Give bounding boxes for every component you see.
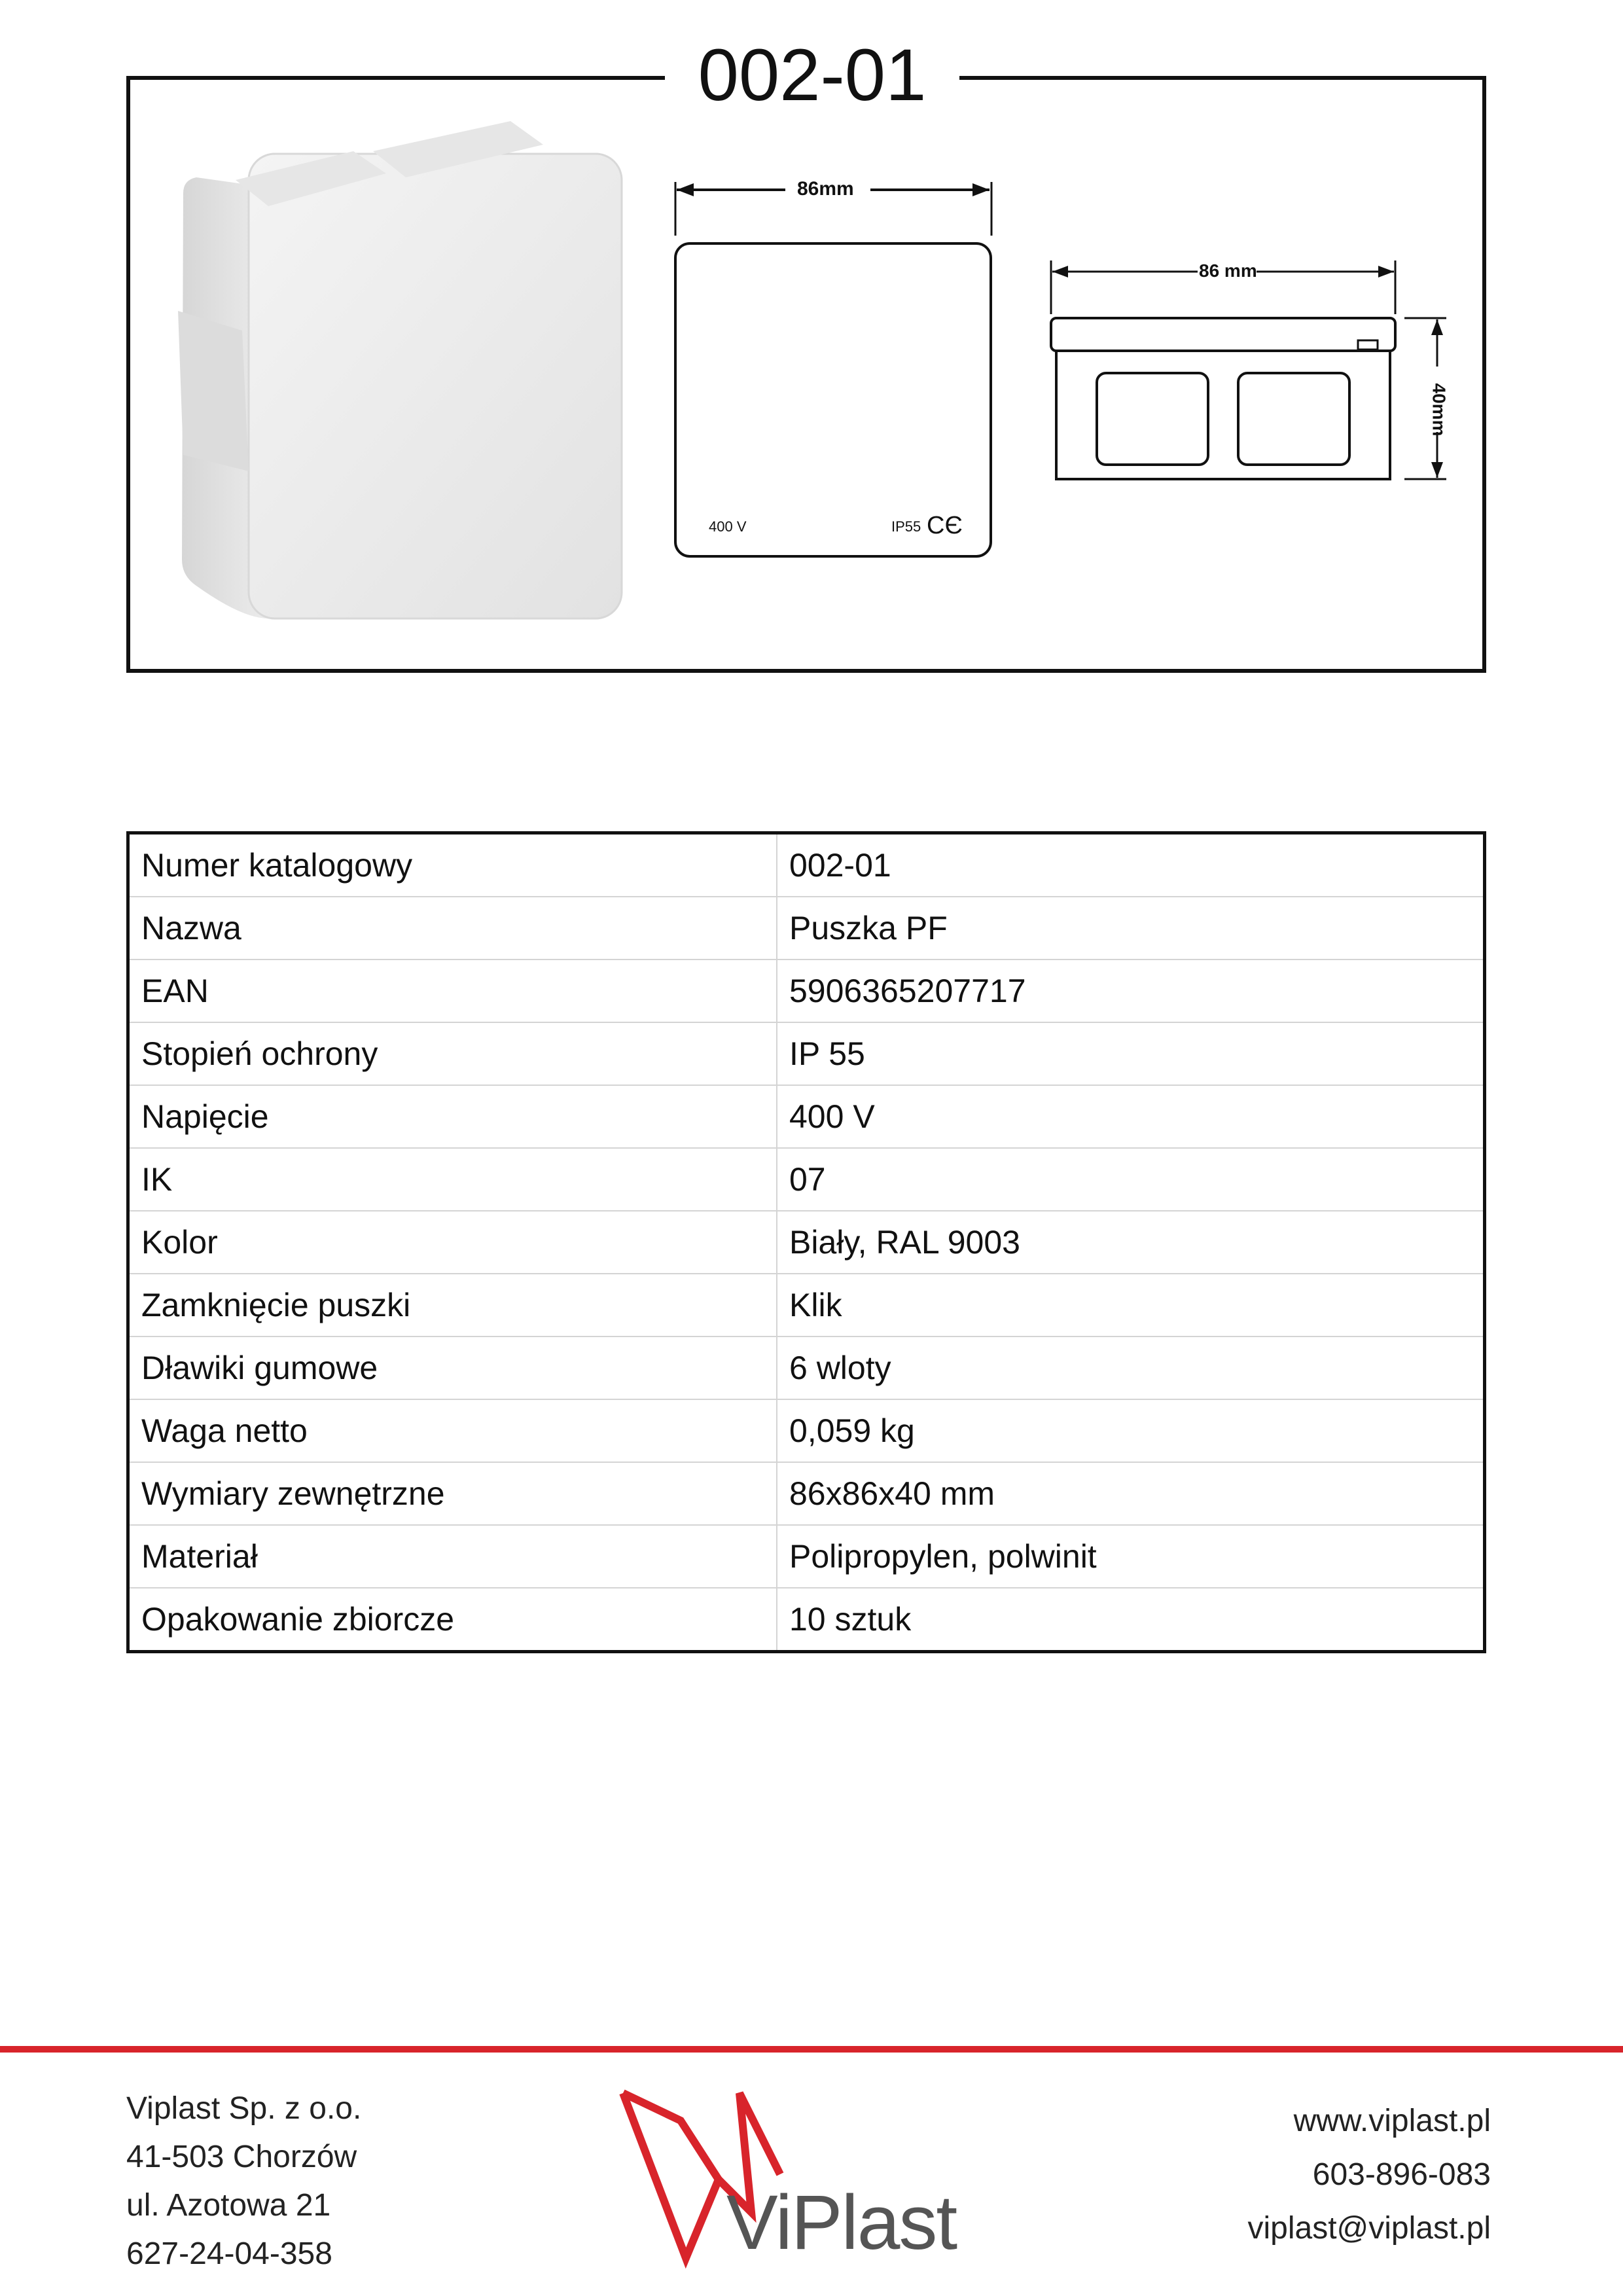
company-address	[126, 2085, 361, 2278]
spec-value: 400 V	[777, 1085, 1485, 1148]
spec-value: Polipropylen, polwinit	[777, 1525, 1485, 1588]
logo-text: ViPlast	[726, 2179, 957, 2266]
email-link[interactable]: viplast@viplast.pl	[1247, 2211, 1491, 2246]
spec-value: IP 55	[777, 1022, 1485, 1085]
spec-label: Numer katalogowy	[128, 833, 777, 897]
spec-value: 86x86x40 mm	[777, 1462, 1485, 1525]
side-view-drawing	[1041, 255, 1459, 491]
top-voltage-label: 400 V	[709, 518, 747, 535]
table-row	[128, 1022, 1485, 1085]
table-row	[128, 1211, 1485, 1274]
spec-label: EAN	[128, 960, 777, 1022]
table-row	[128, 1085, 1485, 1148]
spec-label: Nazwa	[128, 897, 777, 960]
table-row	[128, 1525, 1485, 1588]
table-row	[128, 833, 1485, 897]
spec-label: Stopień ochrony	[128, 1022, 777, 1085]
footer-divider	[0, 2046, 1623, 2053]
ce-mark-icon: CЄ	[927, 512, 963, 539]
company-city: 41-503 Chorzów	[126, 2140, 357, 2174]
spec-value: Biały, RAL 9003	[777, 1211, 1485, 1274]
spec-value: 5906365207717	[777, 960, 1485, 1022]
spec-label: Dławiki gumowe	[128, 1336, 777, 1399]
table-row	[128, 1462, 1485, 1525]
spec-label: Kolor	[128, 1211, 777, 1274]
spec-value: 10 sztuk	[789, 1601, 912, 1638]
table-row	[128, 1336, 1485, 1399]
top-view-drawing	[668, 170, 1008, 563]
spec-table	[126, 831, 1486, 1653]
spec-label: Napięcie	[128, 1085, 777, 1148]
spec-label: Waga netto	[128, 1399, 777, 1462]
company-nip: 627-24-04-358	[126, 2236, 332, 2271]
spec-value: Klik	[777, 1274, 1485, 1336]
spec-value: 07	[777, 1148, 1485, 1211]
spec-label: Materiał	[128, 1525, 777, 1588]
table-row	[128, 1148, 1485, 1211]
table-row	[128, 960, 1485, 1022]
table-row	[128, 897, 1485, 960]
spec-value: 002-01	[777, 833, 1485, 897]
spec-value: Puszka PF	[777, 897, 1485, 960]
side-width-label: 86 mm	[1199, 260, 1257, 281]
product-code-title: 002-01	[665, 26, 959, 124]
contact-info	[1247, 2094, 1491, 2255]
top-width-label: 86mm	[797, 178, 854, 200]
top-ip-label: IP55	[891, 518, 921, 535]
table-row	[128, 1399, 1485, 1462]
company-name: Viplast Sp. z o.o.	[126, 2091, 362, 2126]
spec-value: 6 wloty	[777, 1336, 1485, 1399]
spec-label: Opakowanie zbiorcze	[128, 1588, 777, 1652]
table-row	[128, 1588, 1485, 1652]
spec-value: 0,059 kg	[777, 1399, 1485, 1462]
spec-label: Wymiary zewnętrzne	[128, 1462, 777, 1525]
product-photo	[170, 115, 641, 632]
phone-number: 603-896-083	[1312, 2157, 1491, 2192]
company-street: ul. Azotowa 21	[126, 2188, 331, 2223]
table-row	[128, 1274, 1485, 1336]
side-height-label: 40mm	[1429, 383, 1450, 437]
website-link[interactable]: www.viplast.pl	[1293, 2104, 1491, 2138]
spec-label: IK	[128, 1148, 777, 1211]
spec-label: Zamknięcie puszki	[128, 1274, 777, 1336]
